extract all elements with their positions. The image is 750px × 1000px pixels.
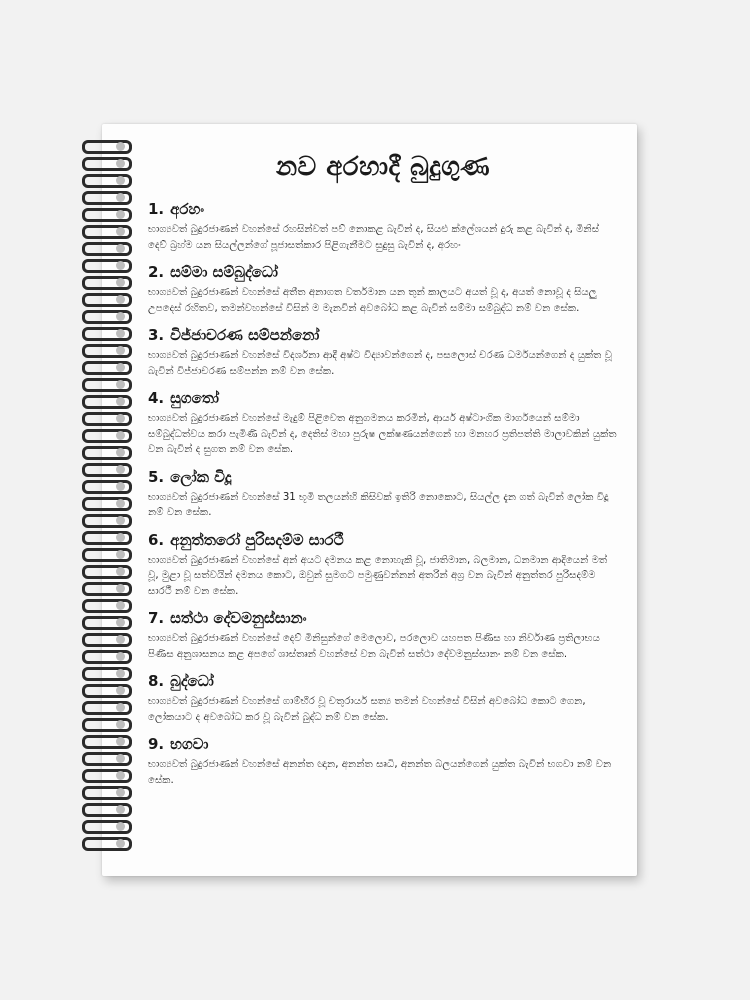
entry-heading <box>148 607 618 629</box>
spiral-coil <box>82 463 130 474</box>
spiral-binding <box>82 140 134 860</box>
spiral-coil <box>82 718 130 729</box>
entry-heading <box>148 324 618 346</box>
spiral-coil <box>82 565 130 576</box>
spiral-coil <box>82 327 130 338</box>
spiral-coil <box>82 208 130 219</box>
entry-title: විජ්ජාචරණ සම්පන්නෝ <box>170 326 320 344</box>
spiral-coil <box>82 684 130 695</box>
spiral-coil <box>82 225 130 236</box>
spiral-coil <box>82 514 130 525</box>
entry-number: 6. <box>148 530 165 549</box>
spiral-coil <box>82 531 130 542</box>
entry-text: භාග්‍යවත් බුදුරජාණන් වහන්සේ අනන්ත ඥාන, අනන්ත සෘධි, අනන්ත බලයන්ගෙන් යුක්ත බැවින් භගවා නම් වන සේක. <box>148 759 612 786</box>
entry-number: 1. <box>148 200 165 218</box>
spiral-coil <box>82 429 130 440</box>
entry-heading <box>148 733 618 755</box>
spiral-coil <box>82 786 130 797</box>
list-item <box>148 261 618 316</box>
list-item <box>148 198 618 253</box>
entry-heading <box>148 198 618 220</box>
spiral-coil <box>82 480 130 491</box>
entry-title: සම්මා සම්බුද්ධෝ <box>170 263 278 281</box>
spiral-coil <box>82 310 130 321</box>
spiral-coil <box>82 582 130 593</box>
entry-text: භාග්‍යවත් බුදුරජාණන් වහන්සේ අන් අයට දමනය කළ නොහැකි වූ, ජාතිමාන, බලමාන, ධනමාන ආදියෙන් මත් වූ, මුළා වූ සත්වයින් දමනය කොට, ඔවුන් සුමගට පමුණුවන්නන් අතරින් අග්‍ර වන බැවින් අනුත්තර පුරිසදම්ම සාරථී නම් වන සේක. <box>148 554 608 597</box>
spiral-coil <box>82 276 130 287</box>
entry-title: බුද්ධෝ <box>170 672 214 690</box>
spiral-coil <box>82 650 130 661</box>
entry-title: සුගතෝ <box>170 389 219 407</box>
list-item <box>148 387 618 458</box>
spiral-coil <box>82 378 130 389</box>
spiral-coil <box>82 820 130 831</box>
spiral-coil <box>82 701 130 712</box>
entry-title: ලෝක විදූ <box>170 467 232 486</box>
entry-text: භාග්‍යවත් බුදුරජාණන් වහන්සේ විදර්ශනා ආදී අෂ්ට විද්‍යාවන්ගෙන් ද, පසලොස් චරණ ධර්මයන්ගෙන් ද යුක්ත වූ බැවින් විජ්ජාචරණ සම්පන්න නම් වන සේක. <box>148 350 613 377</box>
spiral-coil <box>82 293 130 304</box>
spiral-coil <box>82 837 130 848</box>
spiral-coil <box>82 633 130 644</box>
spiral-coil <box>82 344 130 355</box>
list-item <box>148 466 618 521</box>
spiral-coil <box>82 174 130 185</box>
entry-text: භාග්‍යවත් බුදුරජාණන් වහන්සේ අතීත අනාගත වර්තමාන යන තුන් කාලයට අයත් වූ ද, අයත් නොවූ ද සියලු උපදෙස් රහිතව, තමන්වහන්සේ විසින් ම මැනවින් අවබෝධ කළ බැවින් සම්මා සම්බුද්ධ නම් වන සේක. <box>148 287 597 314</box>
entry-text: භාග්‍යවත් බුදුරජාණන් වහන්සේ ගාම්භීර වූ චතුරාර්ය සත්‍ය තමන් වහන්සේ විසින් අවබෝධ කොට ගෙන, ලෝකයාට ද අවබෝධ කර වූ බැවින් බුද්ධ නම් වන සේක. <box>148 696 586 723</box>
spiral-coil <box>82 803 130 814</box>
spiral-coil <box>82 395 130 406</box>
spiral-coil <box>82 242 130 253</box>
entry-title: අනුත්තරෝ පුරිසදම්ම සාරථී <box>170 530 344 549</box>
notebook-page <box>148 150 618 796</box>
entry-number: 9. <box>148 735 165 753</box>
entry-heading <box>148 261 618 283</box>
entry-heading <box>148 387 618 409</box>
spiral-coil <box>82 259 130 270</box>
list-item <box>148 733 618 788</box>
entry-title: අරහං <box>170 200 205 218</box>
entry-number: 8. <box>148 672 165 690</box>
spiral-coil <box>82 140 130 151</box>
entry-title: භගවා <box>170 735 209 753</box>
entry-title: සත්ථා දේවමනුස්සානං <box>170 609 307 627</box>
list-item <box>148 529 618 600</box>
list-item <box>148 324 618 379</box>
entry-heading <box>148 466 618 488</box>
spiral-coil <box>82 616 130 627</box>
spiral-coil <box>82 599 130 610</box>
entry-number: 2. <box>148 263 165 281</box>
page-title: නව අරහාදී බුදුගුණ <box>275 152 491 182</box>
spiral-coil <box>82 361 130 372</box>
spiral-coil <box>82 752 130 763</box>
entry-text: භාග්‍යවත් බුදුරජාණන් වහන්සේ දෙව් මිනිසුන්ගේ මෙලොව, පරලොව යහපත පිණිස හා නිර්වාණ ප්‍රතිලාභය පිණිස අනුශාසනය කළ අපගේ ශාස්තෘන් වහන්සේ වන බැවින් සත්ථා දේවමනුස්සානං නම් වන සේක. <box>148 633 600 660</box>
spiral-coil <box>82 412 130 423</box>
spiral-coil <box>82 191 130 202</box>
spiral-coil <box>82 446 130 457</box>
spiral-coil <box>82 735 130 746</box>
entry-number: 3. <box>148 326 165 344</box>
entry-text: භාග්‍යවත් බුදුරජාණන් වහන්සේ මැදුම් පිළිවෙත අනුගමනය කරමින්, ආර්ය අෂ්ටාංගික මාර්ගයෙන් සම්මා සම්බුද්ධත්වය කරා පැමිණි බැවින් ද, දෙතිස් මහා පුරුෂ ලක්ෂණයන්ගෙන් හා මනහර ප්‍රතිපත්ති මාලාවකින් යුක්ත වන බැවින් ද සුගත නම් වන සේක. <box>148 413 617 455</box>
entry-number: 5. <box>148 467 165 486</box>
spiral-coil <box>82 497 130 508</box>
entry-number: 7. <box>148 609 165 627</box>
spiral-coil <box>82 157 130 168</box>
entry-number: 4. <box>148 389 165 407</box>
entry-text: භාග්‍යවත් බුදුරජාණන් වහන්සේ රහසින්වත් පව් නොකළ බැවින් ද, සියළු ක්ලේශයන් දුරු කළ බැවින් ද, මිනිස් දෙව් බ්‍රහ්ම යන සියල්ලන්ගේ පූජාසත්කාර පිළිගැනීමට සුදුසු බැවින් ද, අරහං <box>148 224 600 251</box>
entry-heading <box>148 529 618 551</box>
spiral-coil <box>82 667 130 678</box>
list-item <box>148 670 618 725</box>
spiral-coil <box>82 769 130 780</box>
entry-heading <box>148 670 618 692</box>
spiral-coil <box>82 548 130 559</box>
entry-text: භාග්‍යවත් බුදුරජාණන් වහන්සේ 31 භූමි තලයන්හි කිසිවක් ඉතිරි නොකොට, සියල්ල දැන ගත් බැවින් ලෝක විදූ නම් වන සේක. <box>148 491 609 518</box>
list-item <box>148 607 618 662</box>
